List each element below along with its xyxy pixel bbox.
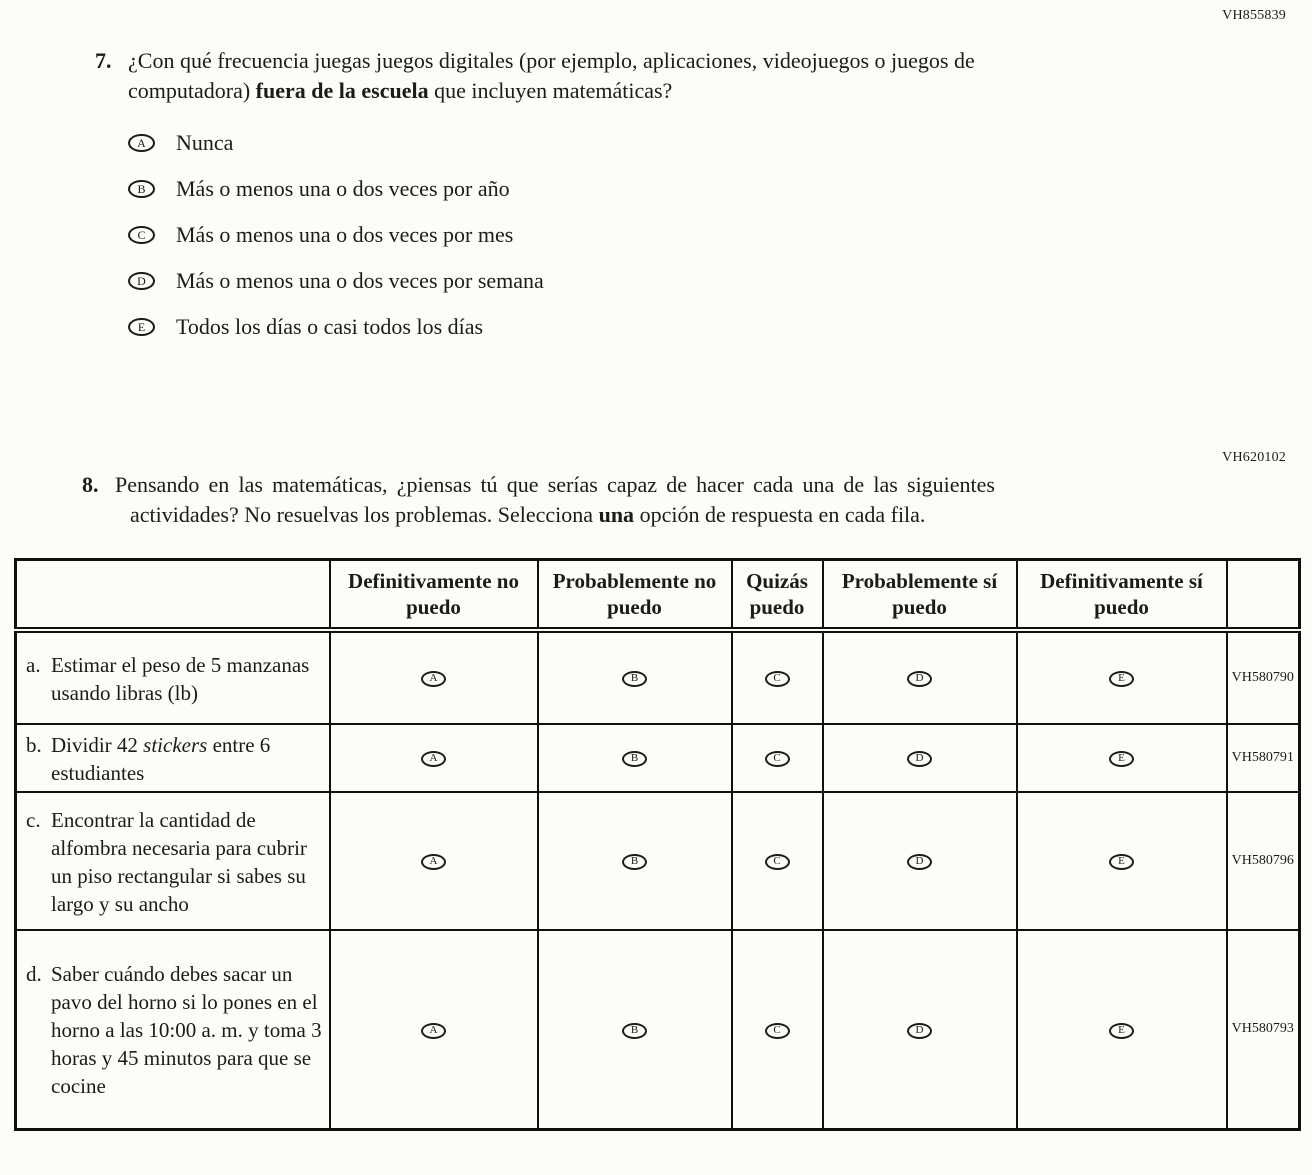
row-a-cell-b	[538, 630, 732, 724]
row-c-bubble-c[interactable]: C	[765, 854, 790, 870]
row-d-bubble-d[interactable]: D	[907, 1023, 932, 1039]
question-8	[82, 470, 1272, 530]
row-b-bubble-b[interactable]: B	[622, 751, 647, 767]
row-a-item-cell	[16, 630, 330, 724]
q7-option-b-label: Más o menos una o dos veces por año	[176, 176, 510, 201]
row-b-bubble-a[interactable]: A	[421, 751, 446, 767]
row-b-bubble-c[interactable]: C	[765, 751, 790, 767]
q7-option-b-bubble[interactable]: B	[128, 180, 155, 198]
row-c-item	[17, 804, 327, 918]
row-b-item-cell	[16, 724, 330, 792]
question-7	[95, 46, 1272, 106]
row-b-text-after: entre 6 estudiantes	[51, 732, 271, 785]
item-code-q8: VH620102	[1222, 450, 1286, 465]
q7-option-d-label: Más o menos una o dos veces por semana	[176, 268, 544, 293]
row-d-cell-b	[538, 930, 732, 1130]
row-a-cell-a	[330, 630, 538, 724]
question-7-text	[128, 46, 1008, 106]
q7-option-a-bubble[interactable]: A	[128, 134, 155, 152]
row-a-bubble-b[interactable]: B	[622, 671, 647, 687]
row-c-cell-a	[330, 792, 538, 930]
row-b-cell-e	[1017, 724, 1227, 792]
row-a-text	[51, 651, 327, 707]
row-b-cell-b	[538, 724, 732, 792]
matrix-row-b	[16, 724, 1300, 792]
matrix-row-c	[16, 792, 1300, 930]
question-7-options	[128, 128, 1312, 342]
row-a-item	[17, 649, 327, 707]
row-a-cell-d	[823, 630, 1017, 724]
q7-option-a	[128, 128, 1312, 158]
item-code-q7: VH855839	[1222, 8, 1286, 23]
header-definitely-cannot: Definitivamente no puedo	[330, 560, 538, 630]
row-b-cell-c	[732, 724, 823, 792]
question-7-number: 7.	[95, 48, 112, 73]
row-d-bubble-a[interactable]: A	[421, 1023, 446, 1039]
header-code-column	[1227, 560, 1300, 630]
matrix-header	[16, 560, 1300, 630]
q7-option-e	[128, 312, 1312, 342]
question-8-number: 8.	[82, 472, 99, 497]
row-c-item-cell	[16, 792, 330, 930]
row-d-bubble-b[interactable]: B	[622, 1023, 647, 1039]
row-a-letter: a.	[26, 652, 41, 677]
row-d-item-cell	[16, 930, 330, 1130]
row-a-cell-c	[732, 630, 823, 724]
row-d-text	[51, 960, 327, 1100]
row-b-bubble-e[interactable]: E	[1109, 751, 1134, 767]
q7-option-d	[128, 266, 1312, 296]
row-c-cell-c	[732, 792, 823, 930]
row-a-text-before: Estimar el peso de 5 manzanas usando libras (lb)	[51, 652, 310, 705]
matrix-row-d	[16, 930, 1300, 1130]
row-d-bubble-c[interactable]: C	[765, 1023, 790, 1039]
row-c-text	[51, 806, 327, 918]
row-d-item	[17, 958, 327, 1100]
row-c-bubble-e[interactable]: E	[1109, 854, 1134, 870]
row-b-cell-d	[823, 724, 1017, 792]
row-a-bubble-a[interactable]: A	[421, 671, 446, 687]
question-7-text-before: ¿Con qué frecuencia juegas juegos digitales (por ejemplo, aplicaciones, videojuegos o juegos de computadora)	[128, 48, 975, 103]
row-c-bubble-b[interactable]: B	[622, 854, 647, 870]
q7-option-e-bubble[interactable]: E	[128, 318, 155, 336]
row-a-code: VH580790	[1227, 630, 1300, 724]
question-8-text-after: opción de respuesta en cada fila.	[634, 502, 926, 527]
matrix-row-a	[16, 630, 1300, 724]
header-definitely-can: Definitivamente sí puedo	[1017, 560, 1227, 630]
row-c-letter: c.	[26, 807, 41, 832]
row-d-cell-a	[330, 930, 538, 1130]
row-d-code: VH580793	[1227, 930, 1300, 1130]
row-b-text	[51, 731, 327, 787]
q7-option-a-label: Nunca	[176, 130, 234, 155]
row-a-cell-e	[1017, 630, 1227, 724]
row-c-code: VH580796	[1227, 792, 1300, 930]
question-8-text-bold: una	[598, 502, 635, 527]
row-b-text-italic: stickers	[143, 732, 208, 757]
row-c-cell-b	[538, 792, 732, 930]
row-b-bubble-d[interactable]: D	[907, 751, 932, 767]
row-b-letter: b.	[26, 732, 42, 757]
header-probably-can: Probablemente sí puedo	[823, 560, 1017, 630]
header-item-column	[16, 560, 330, 630]
header-maybe-can: Quizás puedo	[732, 560, 823, 630]
row-b-text-before: Dividir 42	[51, 732, 144, 757]
row-d-bubble-e[interactable]: E	[1109, 1023, 1134, 1039]
row-a-bubble-d[interactable]: D	[907, 671, 932, 687]
row-c-cell-e	[1017, 792, 1227, 930]
matrix-header-row	[16, 560, 1300, 630]
q7-option-c	[128, 220, 1312, 250]
question-7-text-bold: fuera de la escuela	[255, 78, 429, 103]
row-c-text-before: Encontrar la cantidad de alfombra necesaria para cubrir un piso rectangular si sabes su largo y su ancho	[51, 807, 307, 916]
row-c-bubble-a[interactable]: A	[421, 854, 446, 870]
row-b-cell-a	[330, 724, 538, 792]
row-c-bubble-d[interactable]: D	[907, 854, 932, 870]
question-8-text	[115, 470, 995, 530]
question-7-text-after: que incluyen matemáticas?	[428, 78, 673, 103]
row-c-cell-d	[823, 792, 1017, 930]
q7-option-d-bubble[interactable]: D	[128, 272, 155, 290]
row-b-code: VH580791	[1227, 724, 1300, 792]
row-d-cell-e	[1017, 930, 1227, 1130]
row-d-cell-d	[823, 930, 1017, 1130]
q8-response-matrix	[14, 558, 1301, 1131]
q7-option-e-label: Todos los días o casi todos los días	[176, 314, 484, 339]
row-d-cell-c	[732, 930, 823, 1130]
q7-option-c-label: Más o menos una o dos veces por mes	[176, 222, 514, 247]
row-d-text-before: Saber cuándo debes sacar un pavo del horno si lo pones en el horno a las 10:00 a. m. y toma 3 horas y 45 minutos para que se cocine	[51, 962, 322, 1099]
q7-option-b	[128, 174, 1312, 204]
row-d-letter: d.	[26, 962, 42, 987]
row-b-item	[17, 729, 327, 787]
row-a-bubble-c[interactable]: C	[765, 671, 790, 687]
question-8-text-before: Pensando en las matemáticas, ¿piensas tú que serías capaz de hacer cada una de las siguientes actividades? No resuelvas los problemas. Selecciona	[115, 472, 995, 527]
row-a-bubble-e[interactable]: E	[1109, 671, 1134, 687]
q7-option-c-bubble[interactable]: C	[128, 226, 155, 244]
header-probably-cannot: Probablemente no puedo	[538, 560, 732, 630]
